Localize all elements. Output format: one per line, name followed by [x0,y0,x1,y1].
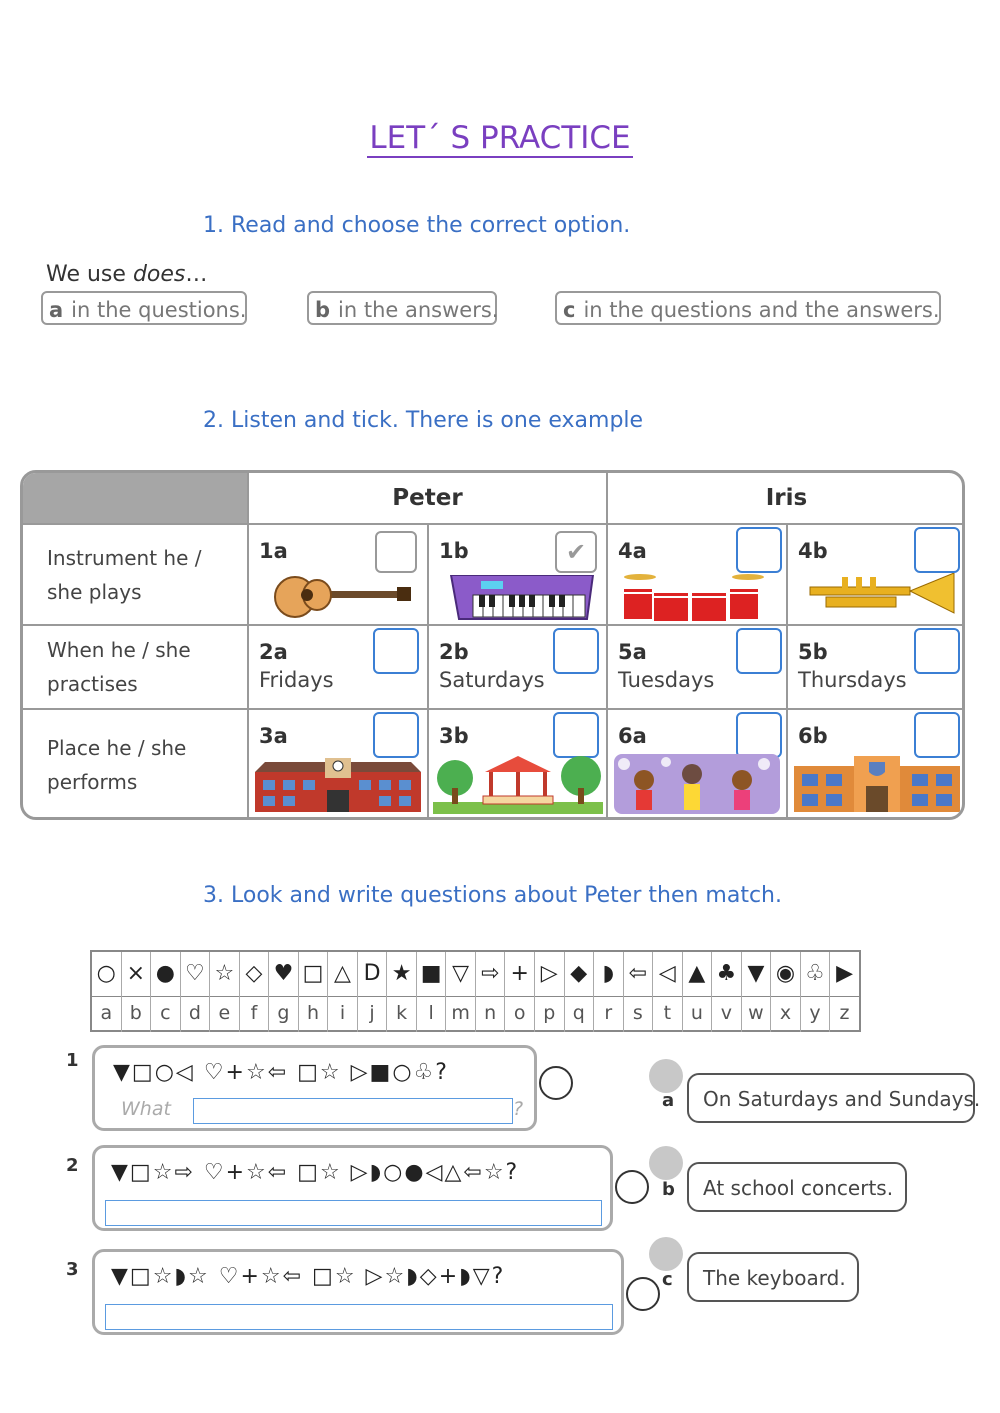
cipher-symbol: ♧ [801,952,831,996]
table-header-blank [23,473,247,523]
tick-box-6a[interactable] [736,712,782,758]
tick-box-2a[interactable] [373,628,419,674]
option-b-button[interactable]: b in the answers. [307,291,497,325]
answer-input-3[interactable] [105,1304,613,1330]
cipher-symbol: ◗ [594,952,624,996]
cell-1b [429,525,606,624]
cipher-letter: q [565,996,595,1032]
cipher-letter: v [712,996,742,1032]
cell-text: Saturdays [439,668,545,692]
section1-instruction: 1. Read and choose the correct option. [203,213,631,238]
cipher-letter: b [122,996,152,1032]
answer-input-1[interactable] [193,1098,513,1124]
cipher-letter: d [181,996,211,1032]
tick-box-5b[interactable] [914,628,960,674]
cipher-symbol: ◇ [240,952,270,996]
cipher-letter: c [151,996,181,1032]
answer-a-marker [649,1059,683,1093]
cell-3b [429,710,606,820]
tick-box-3a[interactable] [373,712,419,758]
cipher-symbol: ◁ [653,952,683,996]
cipher-letter: i [328,996,358,1032]
cipher-symbol: + [505,952,535,996]
match-circle-2[interactable] [615,1170,649,1204]
section3-instruction: 3. Look and write questions about Peter then match. [203,883,782,908]
cipher-symbol: × [122,952,152,996]
cipher-symbol: D [358,952,388,996]
cell-label: 1b [439,539,469,563]
carnival-icon [614,754,780,814]
cell-2b [429,626,606,708]
cell-label: 3b [439,724,469,748]
cell-6a [608,710,786,820]
cell-label: 3a [259,724,288,748]
cipher-symbol: ⇦ [624,952,654,996]
cipher-symbol: ▼ [742,952,772,996]
tick-box-1b[interactable]: ✔ [555,531,597,573]
listen-tick-table [20,470,965,820]
tick-box-6b[interactable] [914,712,960,758]
trumpet-icon [806,573,956,619]
cell-4b [788,525,965,624]
cipher-symbol: ◆ [565,952,595,996]
cipher-letter: p [535,996,565,1032]
question-box-3 [92,1249,624,1335]
cipher-symbol: ○ [92,952,122,996]
cipher-letter: l [417,996,447,1032]
cipher-letter: z [839,1002,850,1024]
cell-text: Tuesdays [618,668,715,692]
keyboard-icon [447,575,597,621]
cell-5b [788,626,965,708]
tick-box-3b[interactable] [553,712,599,758]
cipher-letter: j [358,996,388,1032]
match-circle-3[interactable] [626,1277,660,1311]
option-c-button[interactable]: c in the questions and the answers. [555,291,941,325]
cipher-letters [92,996,859,1032]
cipher-symbol: ♡ [181,952,211,996]
cell-label: 1a [259,539,288,563]
cell-text: Thursdays [798,668,907,692]
cipher-symbol: ♣ [712,952,742,996]
option-a-button[interactable]: a in the questions. [41,291,247,325]
tick-box-2b[interactable] [553,628,599,674]
tick-box-1a[interactable] [375,531,417,573]
cell-label: 5a [618,640,647,664]
cipher-letter: f [240,996,270,1032]
cipher-symbol: ◉ [771,952,801,996]
answer-letter: b [662,1179,675,1200]
cell-label: 4a [618,539,647,563]
cell-label: 4b [798,539,828,563]
answer-hint: What [121,1098,171,1120]
cipher-letter: m [446,996,476,1032]
row-label-place: Place he / she performs [47,736,187,794]
cipher-symbol: ★ [387,952,417,996]
cipher-letter: r [594,996,624,1032]
question-box-2 [92,1145,613,1231]
cipher-letter: y [801,996,831,1032]
cell-4a [608,525,786,624]
answer-c-marker [649,1237,683,1271]
cipher-symbol: ■ [417,952,447,996]
answer-letter: a [662,1090,675,1111]
cipher-letter: k [387,996,417,1032]
row-label-practise: When he / she practises [47,638,191,696]
tick-box-4a[interactable] [736,527,782,573]
page-title: LET´ S PRACTICE [369,120,631,156]
cell-label: 2b [439,640,469,664]
cipher-symbol: △ [328,952,358,996]
question-number: 1 [66,1050,79,1071]
cipher-letter: o [505,996,535,1032]
row-label-instrument: Instrument he / she plays [47,546,202,604]
answer-hint-end: ? [513,1098,524,1120]
cipher-symbol: ● [151,952,181,996]
drums-icon [620,571,770,623]
cipher-symbol: ▷ [535,952,565,996]
section1-prompt: We use does… [46,262,208,287]
school-building-icon [255,758,421,812]
park-bandstand-icon [433,754,603,814]
cipher-letter: g [269,996,299,1032]
cipher-letter: t [653,996,683,1032]
cell-label: 5b [798,640,828,664]
cell-label: 6a [618,724,647,748]
match-circle-1[interactable] [539,1066,573,1100]
cell-text: Fridays [259,668,334,692]
cell-1a [249,525,427,624]
question-number: 2 [66,1155,79,1176]
cell-2a [249,626,427,708]
answer-a: On Saturdays and Sundays. [687,1073,975,1123]
cipher-letter: n [476,996,506,1032]
header-iris: Iris [765,485,808,511]
cipher-letter: h [299,996,329,1032]
cipher-symbol: ♥ [269,952,299,996]
tick-box-5a[interactable] [736,628,782,674]
cipher-letter: e [210,996,240,1032]
question-code: ▼□☆◗☆ ♡+☆⇦ □☆ ▷☆◗◇+◗▽? [111,1264,506,1289]
question-number: 3 [66,1259,79,1280]
cipher-letter: u [683,996,713,1032]
cipher-letter: a [92,996,122,1032]
cipher-letter: s [624,996,654,1032]
cell-5a [608,626,786,708]
question-code: ▼□○◁ ♡+☆⇦ □☆ ▷■○♧? [113,1060,449,1085]
header-peter: Peter [392,485,463,511]
guitar-icon [273,569,413,621]
cell-label: 2a [259,640,288,664]
cipher-letter: w [742,996,772,1032]
cipher-symbols [92,952,859,997]
school-hall-icon [794,756,960,812]
cipher-symbol: ☆ [210,952,240,996]
cell-3a [249,710,427,820]
cell-6b [788,710,965,820]
tick-box-4b[interactable] [914,527,960,573]
answer-letter: c [662,1269,673,1290]
cipher-symbol: ▽ [446,952,476,996]
section2-instruction: 2. Listen and tick. There is one example [203,408,644,433]
answer-input-2[interactable] [105,1200,602,1226]
answer-c: The keyboard. [687,1252,859,1302]
answer-b: At school concerts. [687,1162,907,1212]
answer-b-marker [649,1146,683,1180]
cell-label: 6b [798,724,828,748]
cipher-symbol: □ [299,952,329,996]
cipher-letter: x [771,996,801,1032]
cipher-symbol: ▶ [836,961,853,986]
cipher-symbol: ▲ [683,952,713,996]
cipher-key [90,950,861,1032]
question-code: ▼□☆⇨ ♡+☆⇦ □☆ ▷◗○●◁△⇦☆? [111,1160,520,1185]
question-box-1 [92,1045,537,1131]
cipher-symbol: ⇨ [476,952,506,996]
